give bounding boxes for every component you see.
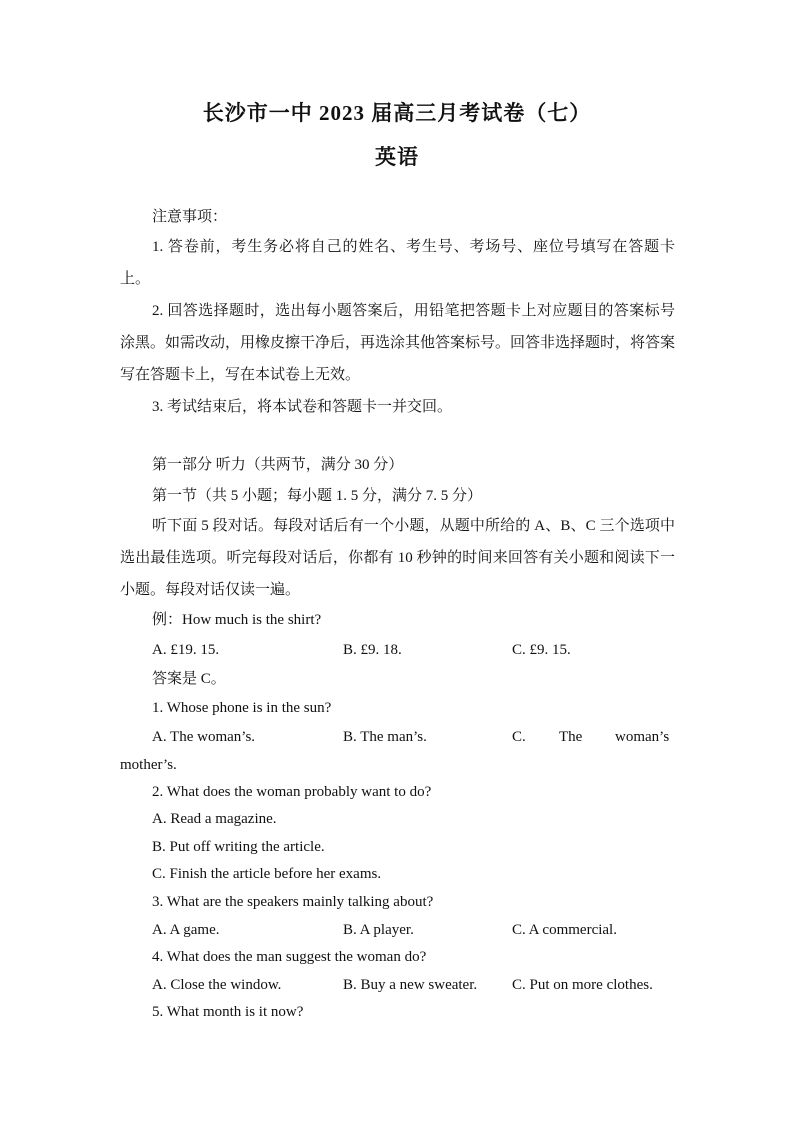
q1-option-c-2: The bbox=[559, 729, 583, 745]
q1-option-b: B. The man’s. bbox=[343, 729, 427, 745]
example-answer: 答案是 C。 bbox=[152, 671, 226, 687]
q1-option-a: A. The woman’s. bbox=[152, 729, 256, 745]
q4-option-a: A. Close the window. bbox=[152, 977, 282, 993]
q2-option-c: C. Finish the article before her exams. bbox=[152, 866, 382, 882]
question-3: 3. What are the speakers mainly talking about? bbox=[152, 894, 434, 910]
example-option-c: C. £9. 15. bbox=[512, 642, 571, 658]
q4-option-b: B. Buy a new sweater. bbox=[343, 977, 478, 993]
question-1: 1. Whose phone is in the sun? bbox=[152, 700, 332, 716]
example-question: 例：How much is the shirt? bbox=[152, 612, 322, 628]
question-5: 5. What month is it now? bbox=[152, 1004, 304, 1020]
q1-option-c-cont: mother’s. bbox=[120, 757, 177, 773]
exam-title: 长沙市一中 2023 届高三月考试卷（七） bbox=[202, 101, 592, 125]
notice-item-3: 3. 考试结束后，将本试卷和答题卡一并交回。 bbox=[152, 399, 453, 415]
notice-heading: 注意事项： bbox=[152, 209, 228, 225]
subject-title: 英语 bbox=[375, 145, 419, 169]
q2-option-a: A. Read a magazine. bbox=[152, 811, 277, 827]
q3-option-c: C. A commercial. bbox=[512, 922, 617, 938]
notice-item-1: 1. 答卷前，考生务必将自己的姓名、考生号、考场号、座位号填写在答题卡上。 bbox=[120, 239, 675, 287]
notice-item-2: 2. 回答选择题时，选出每小题答案后，用铅笔把答题卡上对应题目的答案标号涂黑。如需改动，用橡皮擦干净后，再选涂其他答案标号。回答非选择题时，将答案写在答题卡上，写在本试卷上无效。 bbox=[120, 303, 676, 383]
q1-option-c-3: woman’s bbox=[615, 729, 670, 745]
section1-heading: 第一节（共 5 小题；每小题 1. 5 分，满分 7. 5 分） bbox=[152, 488, 483, 504]
part1-heading: 第一部分 听力（共两节，满分 30 分） bbox=[152, 457, 404, 473]
question-2: 2. What does the woman probably want to do? bbox=[152, 784, 432, 800]
q1-option-c-1: C. bbox=[512, 729, 526, 745]
q2-option-b: B. Put off writing the article. bbox=[152, 839, 325, 855]
example-option-a: A. £19. 15. bbox=[152, 642, 220, 658]
example-option-b: B. £9. 18. bbox=[343, 642, 402, 658]
q3-option-b: B. A player. bbox=[343, 922, 414, 938]
q3-option-a: A. A game. bbox=[152, 922, 220, 938]
question-4: 4. What does the man suggest the woman do? bbox=[152, 949, 427, 965]
section1-instructions: 听下面 5 段对话。每段对话后有一个小题，从题中所给的 A、B、C 三个选项中选出最佳选项。听完每段对话后，你都有 10 秒钟的时间来回答有关小题和阅读下一小题。每段对话仅读一遍。 bbox=[120, 518, 675, 598]
q4-option-c: C. Put on more clothes. bbox=[512, 977, 653, 993]
